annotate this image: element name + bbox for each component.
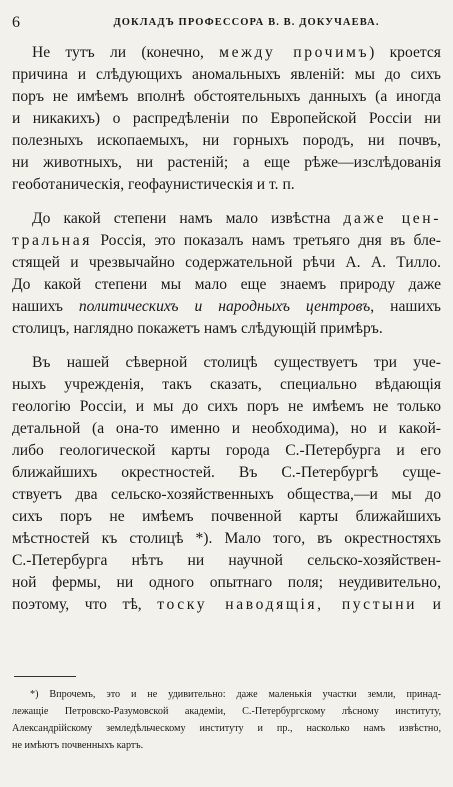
text-line: ствуетъ два сельско-хозяйственныхъ общества,—и мы до — [12, 486, 441, 503]
italic-emphasis: политическихъ и народныхъ центровъ — [78, 298, 371, 315]
text-line: До какой степени мы мало еще знаемъ природу даже — [12, 276, 441, 293]
text-run: поэтому, что тѣ, — [12, 596, 158, 613]
spaced-emphasis: даже цен- — [343, 210, 441, 227]
footnote-line: *) Впрочемъ, это и не удивительно: даже маленькія участки земли, принад- — [30, 689, 441, 700]
spaced-emphasis: тральная — [12, 232, 92, 249]
footnote-divider — [14, 676, 76, 677]
text-run: Россія, это показалъ намъ третьяго дня въ бле- — [92, 232, 441, 249]
text-run: и — [417, 596, 442, 613]
text-line: С.-Петербурга нѣтъ ни научной сельско-хозяйствен- — [12, 552, 441, 569]
page-number: 6 — [12, 14, 20, 31]
text-line: сихъ поръ не имѣемъ почвенной карты ближайшихъ — [12, 508, 441, 525]
footnote-line: не имѣютъ почвенныхъ картъ. — [12, 740, 144, 751]
text-line: поръ не имѣемъ вполнѣ обстоятельныхъ данныхъ (а иногда — [12, 88, 441, 105]
text-line — [12, 232, 441, 250]
text-line: ближайшихъ окрестностей. Въ С.-Петербургѣ суще- — [12, 464, 441, 481]
text-line: ной фермы, ни одного опытнаго поля; неудивительно, — [12, 574, 441, 591]
text-line: стящей и чрезвычайно содержательной рѣчи А. А. Тилло. — [12, 254, 441, 271]
text-line: полезныхъ ископаемыхъ, ни горныхъ породъ, ни почвъ, — [12, 132, 441, 149]
text-line: либо геологической карты города С.-Петербурга и его — [12, 442, 441, 459]
text-line — [12, 210, 441, 228]
text-line: причина и слѣдующихъ аномальныхъ явленій: мы до сихъ — [12, 66, 441, 83]
text-run: До какой степени намъ мало извѣстна — [32, 210, 344, 227]
running-header — [12, 14, 441, 34]
footnote-line: лежащіе Петровско-Разумовской академіи, С.-Петербургскому лѣсному институту, — [12, 706, 441, 717]
text-line: ни животныхъ, ни растеній; а еще рѣже—изслѣдованія — [12, 154, 441, 171]
text-run: , нашихъ — [370, 298, 441, 315]
text-run: ) кроется — [369, 44, 441, 61]
text-line: геологію Россіи, и мы до сихъ поръ не имѣемъ не только — [12, 398, 441, 415]
spaced-emphasis: тоску наводящія, пустыни — [157, 596, 418, 613]
text-line — [12, 596, 441, 614]
spaced-emphasis: между прочимъ — [219, 44, 370, 61]
text-line: Въ нашей сѣверной столицѣ существуетъ три уче- — [32, 354, 441, 371]
running-title: ДОКЛАДЪ ПРОФЕССОРА В. В. ДОКУЧАЕВА. — [113, 17, 380, 28]
text-line: и никакихъ) о распредѣленіи по Европейской Россіи ни — [12, 110, 441, 127]
text-run: Не тутъ ли (конечно, — [32, 44, 220, 61]
text-line: мѣстностей къ столицѣ *). Мало того, въ окрестностяхъ — [12, 530, 441, 547]
text-line — [12, 298, 441, 316]
text-line: ныхъ учрежденія, такъ сказать, специально вѣдающія — [12, 376, 441, 393]
text-line — [12, 44, 441, 62]
text-run: нашихъ — [12, 298, 79, 315]
text-line: детальной (а она-то именно и необходима), но и какой- — [12, 420, 441, 437]
text-line: столицъ, наглядно покажетъ намъ слѣдующій примѣръ. — [12, 320, 383, 337]
text-line: геоботаническія, геофаунистическія и т. п. — [12, 176, 295, 193]
footnote-line: Александрійскому земледѣльческому институту и пр., насколько намъ извѣстно, — [12, 723, 441, 734]
